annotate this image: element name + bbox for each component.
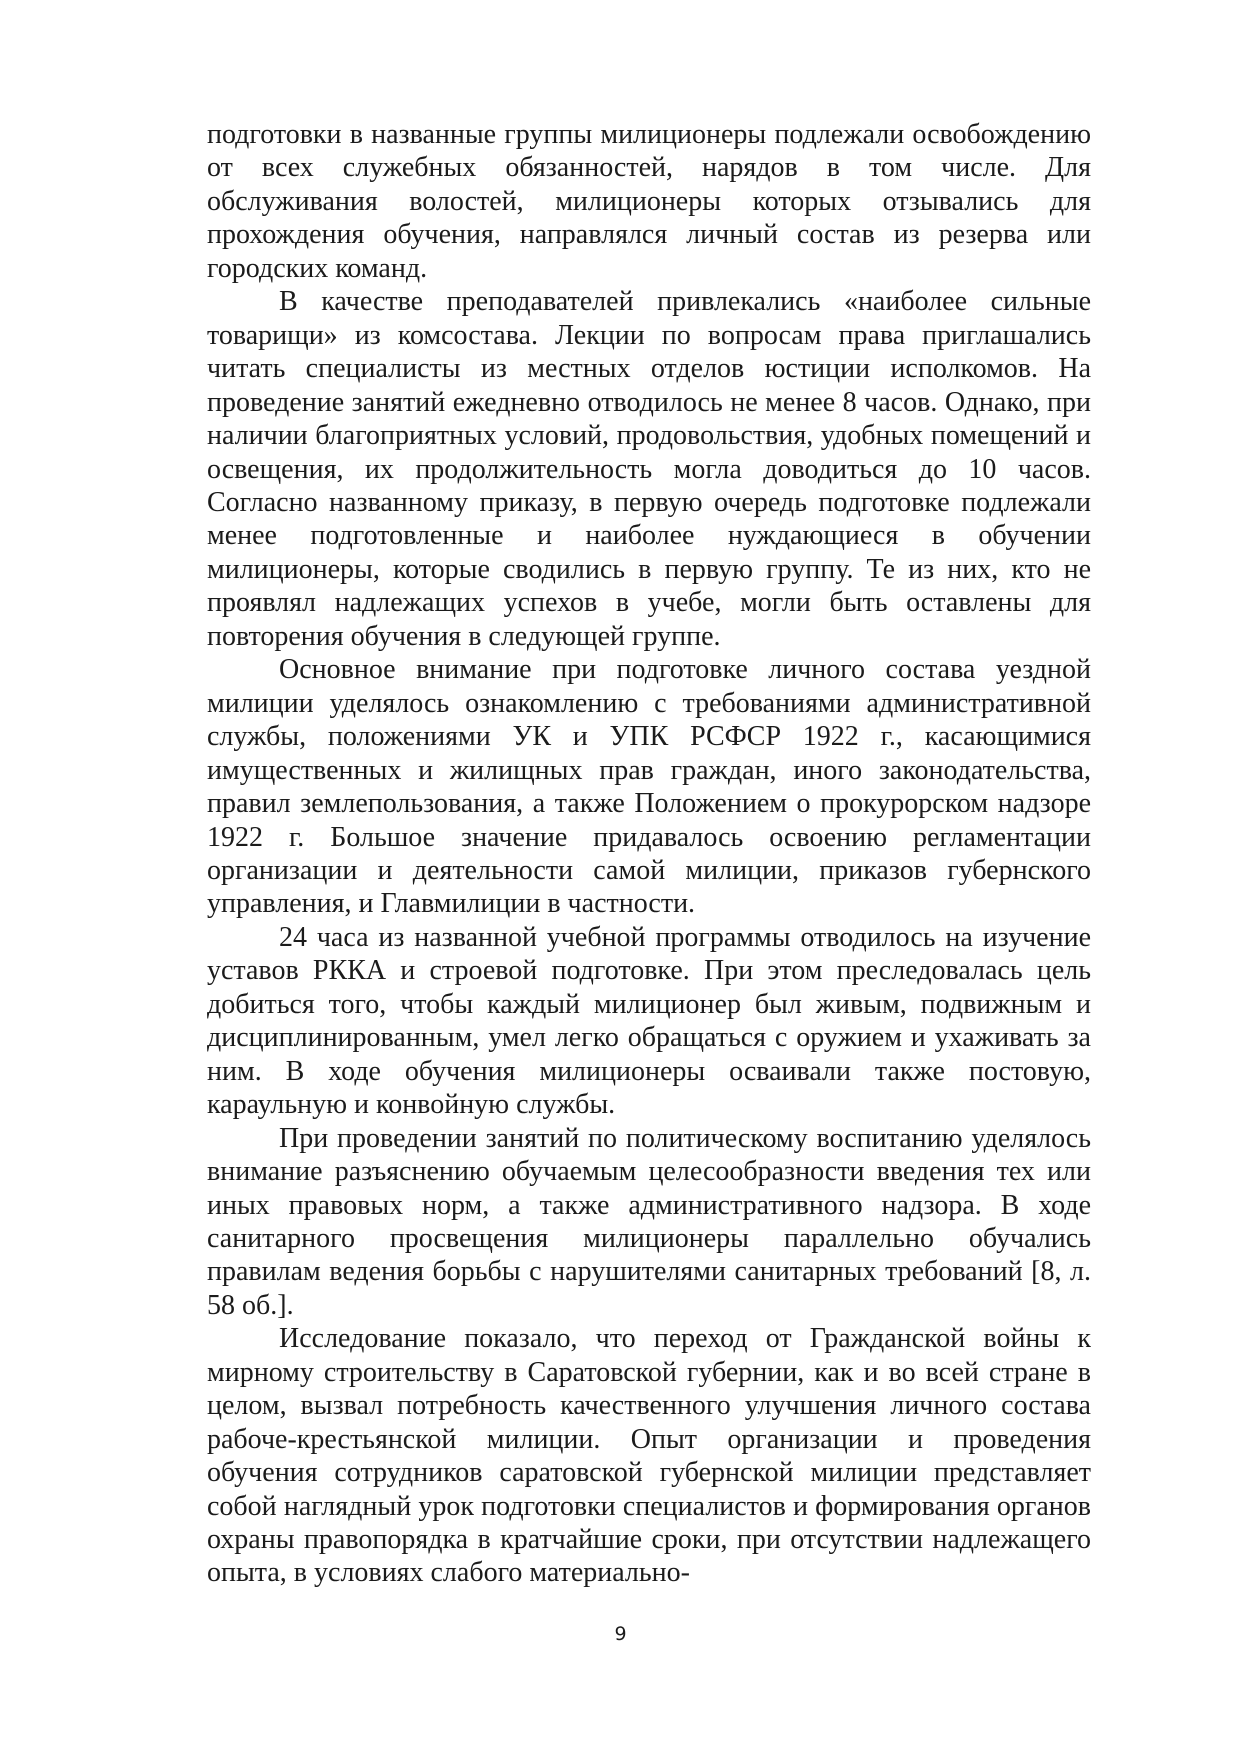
paragraph-political-education: При проведении занятий по политическому воспитанию уделялось внимание разъяснению обучаемым целесообразности введения тех или иных правовых норм, а также административного надзора. В ходе санитарного просвещения милиционеры параллельно обучались правилам ведения борьбы с нарушителями санитарных требований [8, л. 58 об.]. [207,1122,1091,1321]
paragraph-teachers: В качестве преподавателей привлекались «наиболее сильные товарищи» из комсостава. Лекции по вопросам права приглашались читать специалисты из местных отделов юстиции исполкомов. На проведение занятий ежедневно отводилось не менее 8 часов. Однако, при наличии благоприятных условий, продовольствия, удобных помещений и освещения, их продолжительность могла доводиться до 10 часов. Согласно названному приказу, в первую очередь подготовке подлежали менее подготовленные и наиболее нуждающиеся в обучении милиционеры, которые сводились в первую группу. Те из них, кто не проявлял надлежащих успехов в учебе, могли быть оставлены для повторения обучения в следующей группе. [207,286,1091,652]
body-text [207,118,1091,1590]
paragraph-continuation: подготовки в названные группы милиционеры подлежали освобождению от всех служебных обязанностей, нарядов в том числе. Для обслуживания волостей, милиционеры которых отзывались для прохождения обучения, направлялся личный состав из резерва или городских команд. [207,119,1091,284]
paragraph-conclusion: Исследование показало, что переход от Гражданской войны к мирному строительству в Саратовской губернии, как и во всей стране в целом, вызвал потребность качественного улучшения личного состава рабоче-крестьянской милиции. Опыт организации и проведения обучения сотрудников саратовской губернской милиции представляет собой наглядный урок подготовки специалистов и формирования органов охраны правопорядка в кратчайшие сроки, при отсутствии надлежащего опыта, в условиях слабого материально- [207,1323,1091,1589]
paragraph-drill-training: 24 часа из названной учебной программы отводилось на изучение уставов РККА и строевой подготовке. При этом преследовалась цель добиться того, чтобы каждый милиционер был живым, подвижным и дисциплинированным, умел легко обращаться с оружием и ухаживать за ним. В ходе обучения милиционеры осваивали также постовую, караульную и конвойную службы. [207,921,1091,1121]
page-number: 9 [614,1623,627,1645]
paragraph-main-focus: Основное внимание при подготовке личного состава уездной милиции уделялось ознакомлению с требованиями административной службы, положениями УК и УПК РСФСР 1922 г., касающимися имущественных и жилищных прав граждан, иного законодательства, правил землепользования, а также Положением о прокурорском надзоре 1922 г. Большое значение придавалось освоению регламентации организации и деятельности самой милиции, приказов губернского управления, и Главмилиции в частности. [207,654,1091,920]
